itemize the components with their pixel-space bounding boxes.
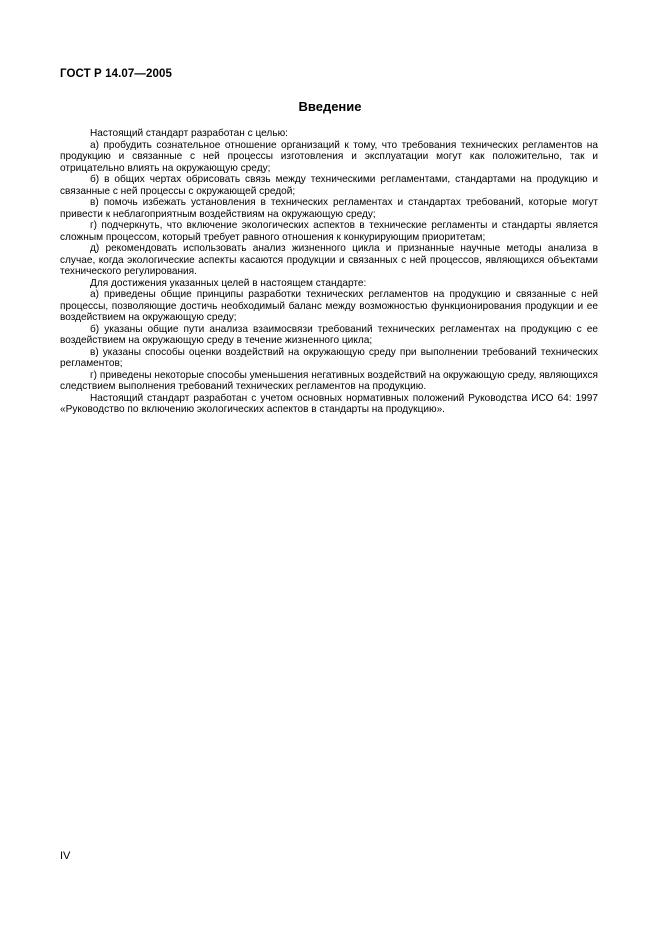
paragraph: б) в общих чертах обрисовать связь между техническими регламентами, стандартами на продукцию и связанные с ней процессы с окружающей средой; (60, 174, 598, 197)
paragraph: Для достижения указанных целей в настоящем стандарте: (90, 277, 367, 289)
page-number: IV (60, 850, 71, 862)
introduction-body (60, 128, 598, 416)
paragraph: Настоящий стандарт разработан с учетом основных нормативных положений Руководства ИСО 64: 1997 «Руководство по включению экологических аспектов в стандарты на продукцию». (60, 392, 598, 415)
paragraph: Настоящий стандарт разработан с целью: (90, 128, 288, 139)
paragraph: б) указаны общие пути анализа взаимосвязи требований технических регламентах на продукцию с ее воздействием на окружающую среду в течение жизненного цикла; (60, 323, 598, 346)
paragraph: г) подчеркнуть, что включение экологических аспектов в технические регламенты и стандарты является сложным процессом, который требует равного отношения к конкурирующим приоритетам; (60, 220, 598, 243)
paragraph: а) приведены общие принципы разработки технических регламентов на продукцию и связанные с ней процессы, позволяющие достичь необходимый баланс между возможностью функционирования продукции и ее воздействием на окружающую среду; (60, 289, 598, 323)
paragraph: в) указаны способы оценки воздействий на окружающую среду при выполнении требований технических регламентов; (60, 346, 598, 369)
section-title: Введение (298, 99, 362, 114)
paragraph: д) рекомендовать использовать анализ жизненного цикла и признанные научные методы анализа в случае, когда экологические аспекты касаются продукции и связанных с ней процессов, являющихся объектами технического регулирования. (60, 243, 598, 277)
paragraph: г) приведены некоторые способы уменьшения негативных воздействий на окружающую среду, являющихся следствием выполнения требований технических регламентов на продукцию. (60, 369, 598, 392)
paragraph: в) помочь избежать установления в технических регламентах и стандартах требований, которые могут привести к неблагоприятным воздействиям на окружающую среду; (60, 197, 598, 220)
paragraph: а) пробудить сознательное отношение организаций к тому, что требования технических регламентов на продукцию и связанные с ней процессы изготовления и эксплуатации могут как положительно, так и отрицательно влиять на окружающую среду; (60, 139, 598, 174)
document-code: ГОСТ Р 14.07—2005 (60, 68, 172, 80)
